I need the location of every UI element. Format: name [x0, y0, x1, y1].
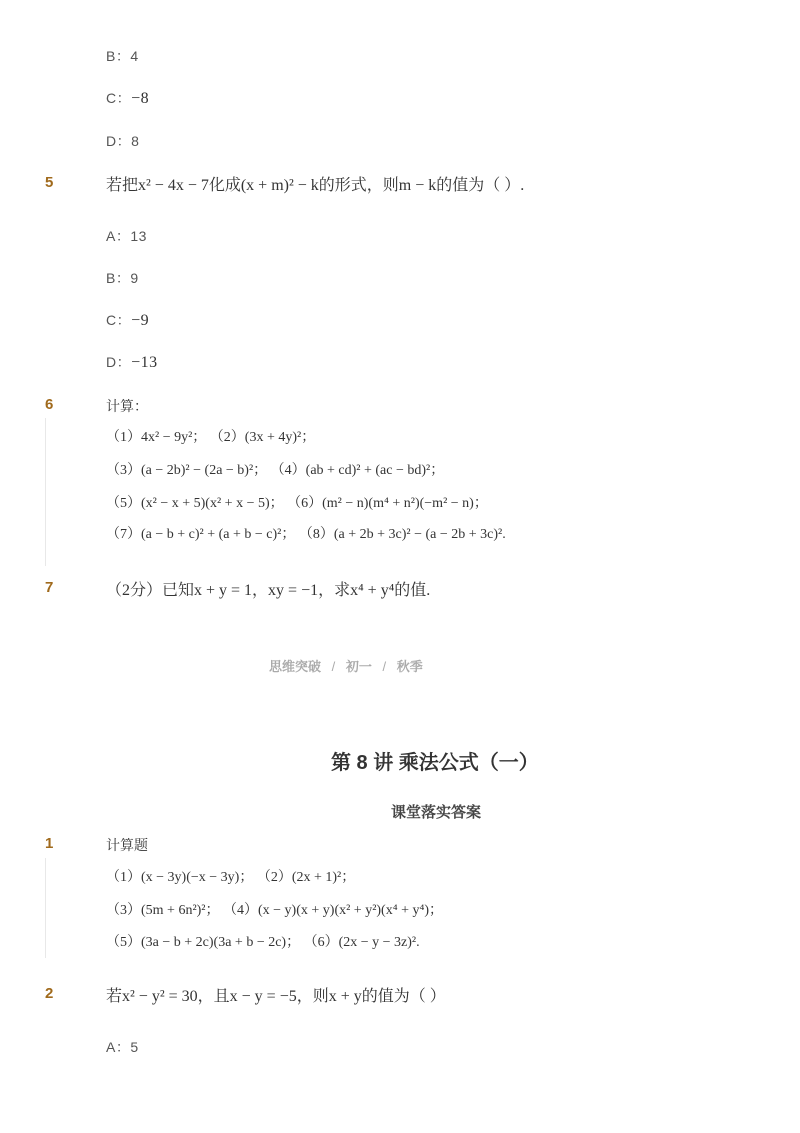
option-value: −9	[131, 312, 150, 329]
option-value: 8	[131, 133, 140, 149]
page-footer	[269, 656, 423, 675]
option-label: B：	[106, 270, 131, 286]
page-title: 第 8 讲 乘法公式（一）	[331, 752, 539, 774]
option-label: C：	[106, 90, 132, 106]
section-subtitle: 课堂落实答案	[391, 804, 482, 821]
option-a	[106, 226, 147, 246]
question-number: 7	[45, 579, 54, 596]
option-c	[106, 88, 149, 108]
question-divider	[45, 418, 46, 566]
question-line: （7）(a − b + c)² + (a + b − c)²； （8）(a + 2b + 3c)² − (a − 2b + 3c)².	[106, 527, 506, 542]
question-line: （3）(5m + 6n²)²； （4）(x − y)(x + y)(x² + y²)(x⁴ + y⁴)；	[106, 903, 444, 918]
option-a	[106, 1037, 139, 1057]
question-line: （5）(3a − b + 2c)(3a + b − 2c)； （6）(2x − y − 3z)².	[106, 935, 420, 950]
question-line: （5）(x² − x + 5)(x² + x − 5)； （6）(m² − n)(m⁴ + n²)(−m² − n)；	[106, 496, 488, 511]
option-value: 13	[130, 228, 147, 244]
footer-item: 秋季	[396, 659, 423, 674]
option-label: A：	[106, 1039, 131, 1055]
question-text: 若把x² − 4x − 7化成(x + m)² − k的形式，则m − k的值为（ ）.	[106, 177, 525, 194]
footer-item: 初一	[345, 659, 372, 674]
question-number: 1	[45, 835, 54, 852]
question-number: 6	[45, 396, 54, 413]
option-b	[106, 46, 139, 66]
option-label: C：	[106, 312, 132, 328]
option-value: −13	[131, 354, 158, 371]
footer-separator: /	[331, 659, 336, 674]
question-number: 5	[45, 174, 54, 191]
footer-separator: /	[382, 659, 387, 674]
question-line: （1）4x² − 9y²； （2）(3x + 4y)²；	[106, 430, 316, 445]
option-b	[106, 268, 139, 288]
option-d	[106, 131, 139, 151]
option-value: 5	[130, 1039, 139, 1055]
question-title: 计算题	[106, 837, 148, 853]
question-line: （3）(a − 2b)² − (2a − b)²； （4）(ab + cd)² + (ac − bd)²；	[106, 463, 445, 478]
question-number: 2	[45, 985, 54, 1002]
question-divider	[45, 858, 46, 958]
option-value: 4	[130, 48, 139, 64]
option-label: D：	[106, 354, 132, 370]
question-text: （2分）已知x + y = 1，xy = −1，求x⁴ + y⁴的值.	[106, 582, 431, 599]
option-label: D：	[106, 133, 132, 149]
option-d	[106, 352, 158, 372]
question-title: 计算：	[106, 398, 148, 414]
option-label: A：	[106, 228, 131, 244]
option-c	[106, 310, 149, 330]
footer-item: 思维突破	[269, 659, 322, 674]
option-label: B：	[106, 48, 131, 64]
option-value: 9	[130, 270, 139, 286]
option-value: −8	[131, 90, 150, 107]
question-text: 若x² − y² = 30，且x − y = −5，则x + y的值为（ ）	[106, 988, 446, 1005]
question-line: （1）(x − 3y)(−x − 3y)； （2）(2x + 1)²；	[106, 870, 356, 885]
